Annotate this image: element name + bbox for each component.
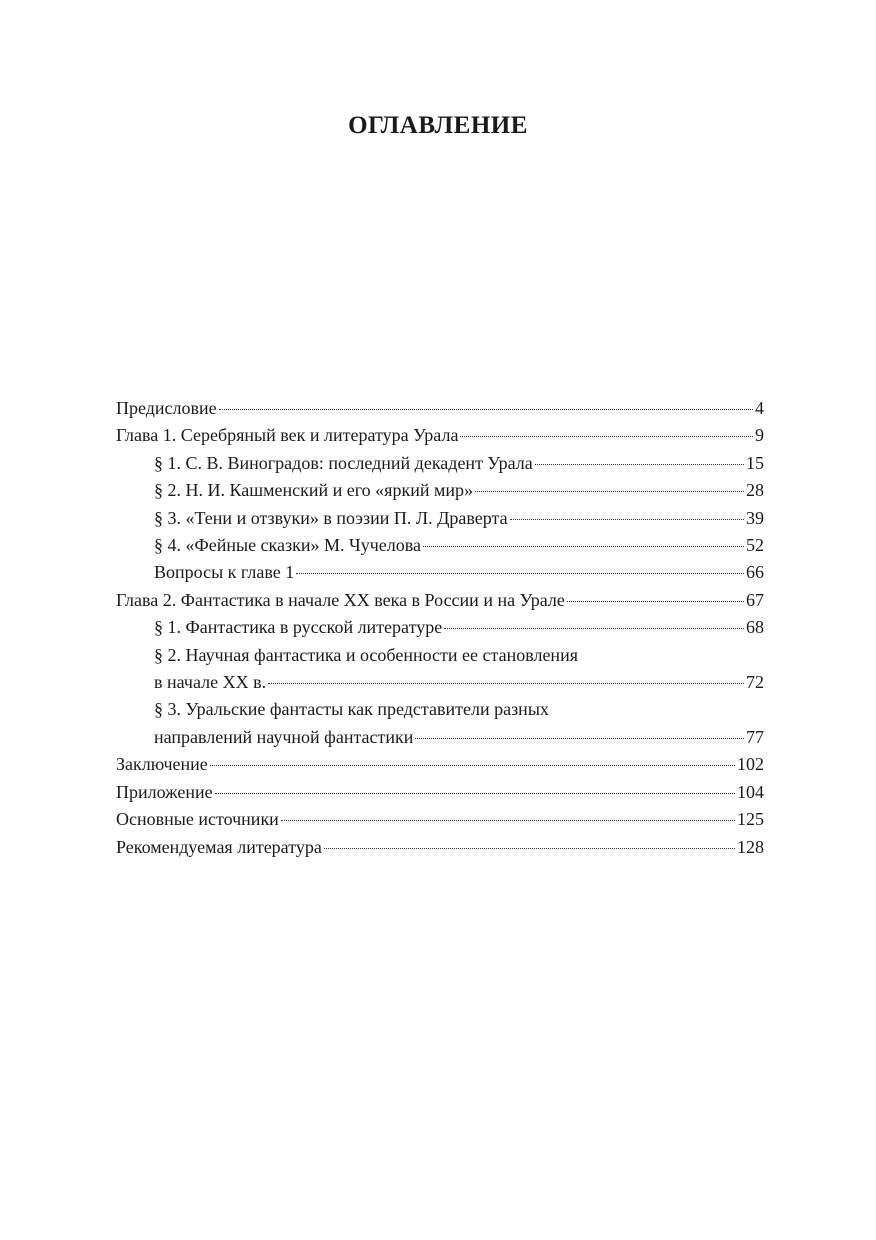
- dot-leader: [510, 519, 744, 520]
- toc-entry-page: 125: [737, 809, 764, 830]
- dot-leader: [567, 601, 744, 602]
- toc-entry-page: 66: [746, 562, 764, 583]
- dot-leader: [215, 793, 735, 794]
- dot-leader: [324, 848, 735, 849]
- toc-entry-questions-1: [116, 559, 764, 586]
- toc-entry-conclusion: [116, 751, 764, 778]
- toc-entry-title-line: в начале XX в.: [154, 672, 267, 693]
- toc-entry-title: § 3. «Тени и отзвуки» в поэзии П. Л. Драверта: [154, 507, 508, 528]
- toc-entry-page: 52: [746, 535, 764, 556]
- toc-entry-section-1-4: [116, 532, 764, 559]
- toc-entry-section-1-1: [116, 450, 764, 477]
- toc-entry-title: Глава 1. Серебряный век и литература Урала: [116, 425, 459, 446]
- toc-entry-page: 128: [737, 836, 764, 857]
- toc-entry-recommended-literature: [116, 834, 764, 861]
- toc-entry-page: 28: [746, 480, 764, 501]
- toc-entry-title: Рекомендуемая литература: [116, 836, 322, 857]
- toc-entry-chapter-1: [116, 422, 764, 449]
- toc-entry-title-line: направлений научной фантастики: [154, 726, 414, 747]
- toc-entry-page: 67: [746, 589, 764, 610]
- toc-entry-page: 9: [755, 425, 764, 446]
- table-of-contents: [116, 395, 764, 861]
- dot-leader: [296, 573, 744, 574]
- page-title: ОГЛАВЛЕНИЕ: [348, 112, 528, 139]
- toc-entry-section-2-2: [116, 642, 764, 697]
- toc-entry-title: § 1. С. В. Виноградов: последний декадент Урала: [154, 452, 533, 473]
- toc-entry-title: § 4. «Фейные сказки» М. Чучелова: [154, 535, 421, 556]
- toc-entry-page: 104: [737, 781, 764, 802]
- toc-entry-title: Основные источники: [116, 809, 279, 830]
- toc-entry-section-2-1: [116, 614, 764, 641]
- toc-entry-title: Вопросы к главе 1: [154, 562, 295, 583]
- toc-entry-preface: [116, 395, 764, 422]
- toc-entry-page: 102: [737, 754, 764, 775]
- toc-entry-chapter-2: [116, 587, 764, 614]
- toc-entry-page: 68: [746, 617, 764, 638]
- dot-leader: [444, 628, 744, 629]
- toc-entry-section-1-2: [116, 477, 764, 504]
- toc-entry-title: § 1. Фантастика в русской литературе: [154, 617, 443, 638]
- toc-entry-title: Предисловие: [116, 398, 217, 418]
- dot-leader: [475, 491, 744, 492]
- dot-leader: [460, 436, 753, 437]
- dot-leader: [535, 464, 744, 465]
- toc-entry-title: Глава 2. Фантастика в начале XX века в России и на Урале: [116, 589, 565, 610]
- toc-entry-page: 39: [746, 507, 764, 528]
- toc-entry-page: 4: [755, 398, 764, 418]
- toc-entry-appendix: [116, 779, 764, 806]
- toc-entry-title-line: § 3. Уральские фантасты как представители разных: [154, 699, 549, 720]
- dot-leader: [281, 820, 735, 821]
- toc-entry-page: 77: [746, 726, 764, 747]
- toc-entry-main-sources: [116, 806, 764, 833]
- toc-entry-title: Заключение: [116, 754, 208, 775]
- dot-leader: [268, 683, 744, 684]
- toc-entry-section-2-3: [116, 696, 764, 751]
- dot-leader: [210, 765, 735, 766]
- toc-entry-title: Приложение: [116, 781, 213, 802]
- toc-entry-page: 72: [746, 672, 764, 693]
- dot-leader: [423, 546, 744, 547]
- toc-entry-title-line: § 2. Научная фантастика и особенности ее становления: [154, 644, 578, 665]
- toc-entry-page: 15: [746, 452, 764, 473]
- dot-leader: [219, 409, 753, 410]
- toc-entry-section-1-3: [116, 505, 764, 532]
- toc-entry-title: § 2. Н. И. Кашменский и его «яркий мир»: [154, 480, 473, 501]
- dot-leader: [415, 738, 744, 739]
